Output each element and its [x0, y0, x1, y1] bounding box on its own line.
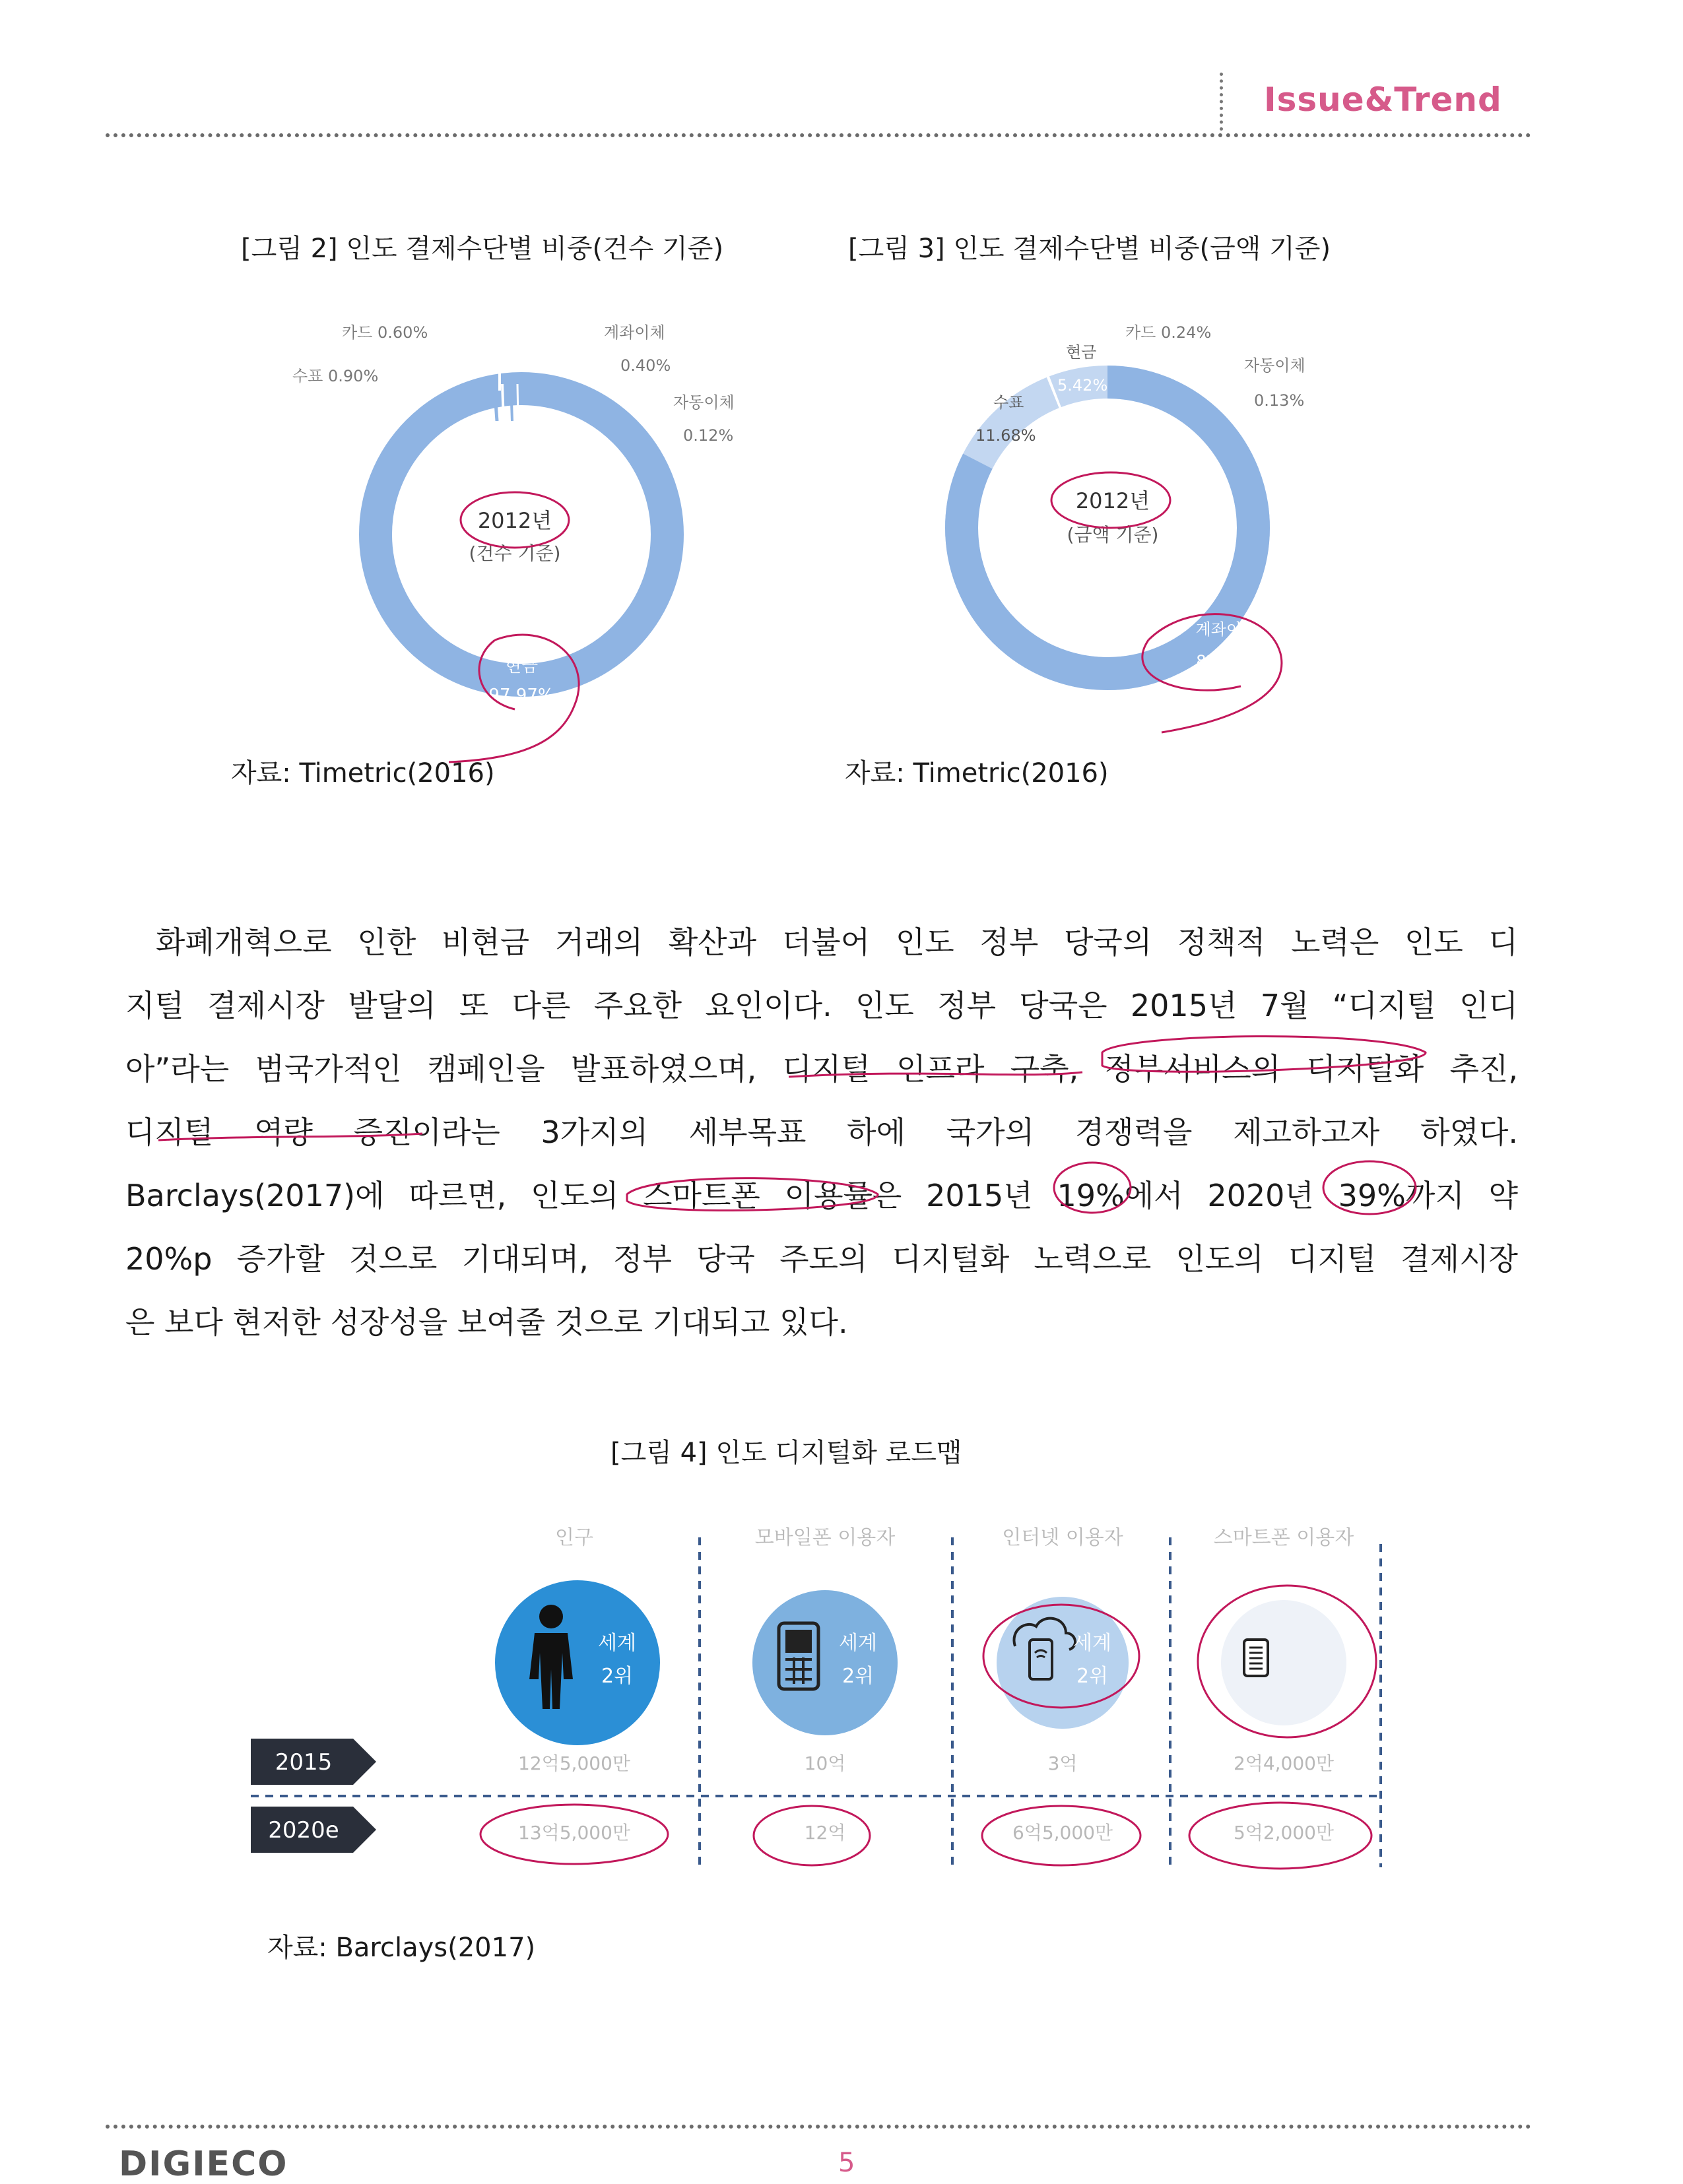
fig3-value-cash: 5.42%: [1057, 376, 1108, 395]
circle-smartphone: [627, 1178, 878, 1211]
body-line-6: 20%p 증가할 것으로 기대되며, 정부 당국 주도의 디지털화 노력으로 인도의 디지털 결제시장: [125, 1241, 1518, 1277]
fig2-slice-cash: [376, 389, 667, 680]
rank-word-mobile: 세계: [839, 1632, 877, 1655]
fig3-label-transfer: 계좌이체: [1195, 620, 1257, 639]
underline-capability: [158, 1134, 422, 1140]
figure4-title: [그림 4] 인도 디지털화 로드맵: [610, 1438, 962, 1468]
fig2-center-year: 2012년: [477, 508, 552, 533]
footer-rule: [106, 2125, 1531, 2129]
value-2020-internet: 6억5,000만: [1012, 1822, 1113, 1844]
fig2-label-check: 수표 0.90%: [292, 367, 379, 385]
figure2-donut-chart: [251, 310, 792, 772]
fig3-center-year: 2012년: [1075, 488, 1150, 513]
circle-19: [1054, 1163, 1131, 1213]
figure3-donut-chart: [911, 310, 1452, 772]
figure2-source: 자료: Timetric(2016): [231, 758, 495, 788]
header-divider: [1220, 73, 1223, 131]
value-2015-mobile: 10억: [804, 1752, 846, 1774]
page-number: 5: [838, 2148, 855, 2178]
value-2015-smartphone: 2억4,000만: [1233, 1752, 1335, 1774]
roadmap-header-population: 인구: [555, 1526, 593, 1549]
figure3-source: 자료: Timetric(2016): [845, 758, 1109, 788]
roadmap-circle-population: [495, 1580, 660, 1745]
roadmap-circle-internet: [997, 1597, 1129, 1729]
body-annotations: [0, 911, 1683, 1280]
fig2-label-transfer: 계좌이체: [604, 323, 665, 342]
fig3-value-transfer: 82.52%: [1196, 652, 1257, 670]
rank-value-population: 2위: [601, 1665, 634, 1688]
value-2015-internet: 3억: [1047, 1752, 1078, 1774]
roadmap-header-internet: 인터넷 이용자: [1002, 1526, 1123, 1549]
fig2-value-cash: 97.97%: [488, 686, 554, 705]
fig3-label-card: 카드 0.24%: [1125, 323, 1212, 342]
fig2-value-transfer: 0.40%: [620, 356, 671, 375]
fig2-slice-card: [502, 384, 504, 421]
circle-39: [1323, 1161, 1416, 1214]
value-2015-population: 12억5,000만: [518, 1752, 630, 1774]
fig3-value-auto: 0.13%: [1254, 391, 1305, 410]
figure4-roadmap: [251, 1511, 1406, 1894]
figure4-source: 자료: Barclays(2017): [267, 1933, 536, 1963]
header-rule: [106, 133, 1531, 137]
fig2-center-basis: (건수 기준): [469, 542, 561, 564]
fig2-slice-transfer: [511, 384, 512, 421]
row-label-2015: 2015: [275, 1749, 333, 1776]
body-line-1: 화폐개혁으로 인한 비현금 거래의 확산과 더불어 인도 정부 당국의 정책적 노력은 인도 디: [156, 924, 1518, 960]
figure2-title: [그림 2] 인도 결제수단별 비중(건수 기준): [241, 234, 724, 264]
roadmap-circle-mobile: [752, 1590, 898, 1735]
fig2-label-card: 카드 0.60%: [342, 323, 428, 342]
figure3-title: [그림 3] 인도 결제수단별 비중(금액 기준): [848, 234, 1331, 264]
fig2-value-auto: 0.12%: [683, 426, 734, 445]
body-line-5: Barclays(2017)에 따르면, 인도의 스마트폰 이용률은 2015년 19%에서 2020년 39%까지 약: [125, 1178, 1518, 1213]
footer-logo: DIGIECO: [119, 2144, 288, 2184]
circle-gov-service: [1102, 1037, 1426, 1072]
value-2020-mobile: 12억: [804, 1822, 846, 1844]
body-line-3: 아”라는 범국가적인 캠페인을 발표하였으며, 디지털 인프라 구축, 정부서비스의 디지털화 추진,: [125, 1051, 1518, 1087]
rank-word-population: 세계: [598, 1632, 636, 1655]
rank-word-internet: 세계: [1073, 1632, 1111, 1655]
fig3-value-check: 11.68%: [975, 426, 1036, 445]
body-line-7: 은 보다 현저한 성장성을 보여줄 것으로 기대되고 있다.: [125, 1304, 848, 1340]
fig2-label-auto: 자동이체: [673, 393, 735, 412]
body-line-4: 디지털 역량 증진이라는 3가지의 세부목표 하에 국가의 경쟁력을 제고하고자 하였다.: [125, 1114, 1518, 1150]
roadmap-header-mobile: 모바일폰 이용자: [754, 1526, 896, 1549]
fig2-slice-auto: [517, 384, 518, 421]
fig3-label-auto: 자동이체: [1244, 356, 1305, 375]
row-label-2020e: 2020e: [268, 1817, 339, 1844]
rank-value-mobile: 2위: [842, 1665, 874, 1688]
value-2020-population: 13억5,000만: [518, 1822, 630, 1844]
value-2020-smartphone: 5억2,000만: [1233, 1822, 1335, 1844]
fig3-label-cash: 현금: [1066, 343, 1097, 362]
smartphone-icon: [1244, 1640, 1268, 1676]
fig2-label-cash: 현금: [504, 657, 539, 676]
body-line-2: 지털 결제시장 발달의 또 다른 주요한 요인이다. 인도 정부 당국은 2015년 7월 “디지털 인디: [125, 988, 1518, 1023]
rank-value-internet: 2위: [1076, 1665, 1109, 1688]
fig3-center-basis: (금액 기준): [1067, 524, 1159, 546]
roadmap-header-smartphone: 스마트폰 이용자: [1213, 1526, 1354, 1549]
fig3-label-check: 수표: [993, 393, 1024, 412]
underline-infra: [789, 1072, 1082, 1077]
roadmap-circle-smartphone: [1221, 1600, 1346, 1725]
header-brand: Issue&Trend: [1264, 80, 1502, 119]
